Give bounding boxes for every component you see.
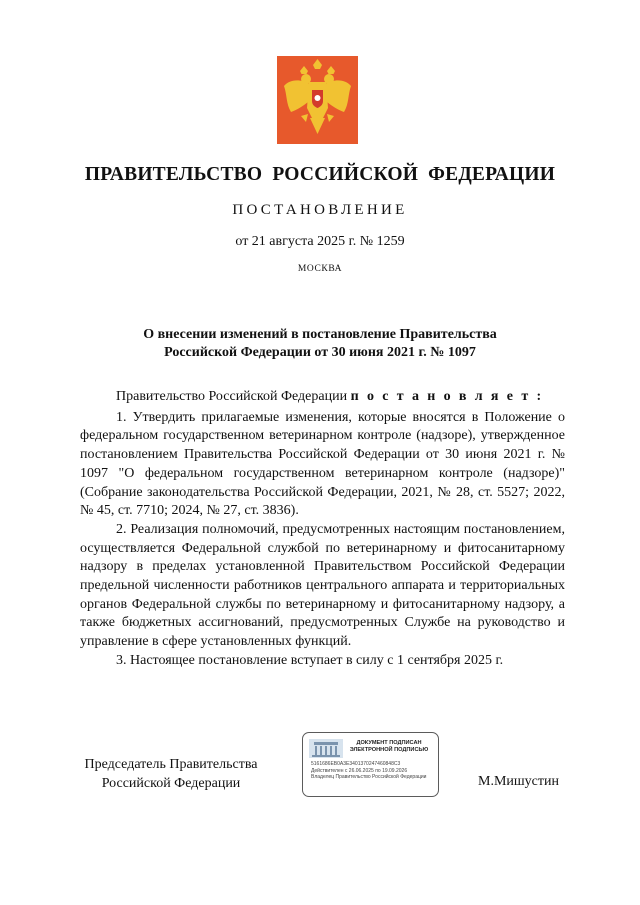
subject-line-1: О внесении изменений в постановление Правительства <box>143 327 497 342</box>
paragraph-2: 2. Реализация полномочий, предусмотренных настоящим постановлением, осуществляется Федеральной службой по ветеринарному и фитосанитарному надзору в пределах установленной Правительством Российской Федерации предельной численности работников центрального аппарата и территориальных органов Федеральной службы по ветеринарному и фитосанитарному надзору, а также бюджетных ассигнований, предусмотренных Службе на руководство и управление в сфере установленных функций. <box>80 521 565 650</box>
signatory-name: М.Мишустин <box>478 774 559 789</box>
resolution-intro <box>80 388 565 407</box>
stamp-details <box>311 761 435 781</box>
stamp-title-line-1: ДОКУМЕНТ ПОДПИСАН <box>356 740 422 746</box>
stamp-certificate: 5161686EB0A3E3401370247460848C3 <box>311 761 401 767</box>
government-title: ПРАВИТЕЛЬСТВО РОССИЙСКОЙ ФЕДЕРАЦИИ <box>84 164 556 185</box>
intro-text: Правительство Российской Федерации <box>116 389 351 404</box>
stamp-title-line-2: ЭЛЕКТРОННОЙ ПОДПИСЬЮ <box>349 747 429 753</box>
electronic-signature-stamp <box>302 732 439 797</box>
double-headed-eagle-icon <box>277 56 358 144</box>
document-date-number: от 21 августа 2025 г. № 1259 <box>235 234 405 249</box>
stamp-validity: Действителен с 26.06.2025 по 19.09.2026 <box>311 767 408 774</box>
stamp-owner: Владелец Правительство Российской Федерации <box>311 774 427 781</box>
paragraph-3: 3. Настоящее постановление вступает в силу с 1 сентября 2025 г. <box>116 652 504 668</box>
government-building-icon <box>309 739 343 758</box>
document-city: МОСКВА <box>297 264 343 274</box>
intro-resolves: п о с т а н о в л я е т : <box>350 389 544 404</box>
subject-line-2: Российской Федерации от 30 июня 2021 г. № 1097 <box>164 345 476 360</box>
document-subject <box>0 326 640 362</box>
signatory-position-line-2: Российской Федерации <box>101 776 241 791</box>
document-type: ПОСТАНОВЛЕНИЕ <box>232 202 408 218</box>
signatory-position <box>60 755 282 793</box>
signatory-position-line-1: Председатель Правительства <box>84 757 258 772</box>
coat-of-arms-emblem <box>277 56 358 144</box>
stamp-title <box>343 740 435 754</box>
paragraph-1: 1. Утвердить прилагаемые изменения, которые вносятся в Положение о федеральном государственном ветеринарном контроле (надзоре), утвержденное постановлением Правительства Российской Федерации от 30 июня 2021 г. № 1097 "О федеральном государственном ветеринарном контроле (надзоре)" (Собрание законодательства Российской Федерации, 2021, № 28, ст. 5527; 2022, № 45, ст. 7710; 2024, № 27, ст. 3836). <box>80 409 565 519</box>
document-body <box>80 388 565 671</box>
